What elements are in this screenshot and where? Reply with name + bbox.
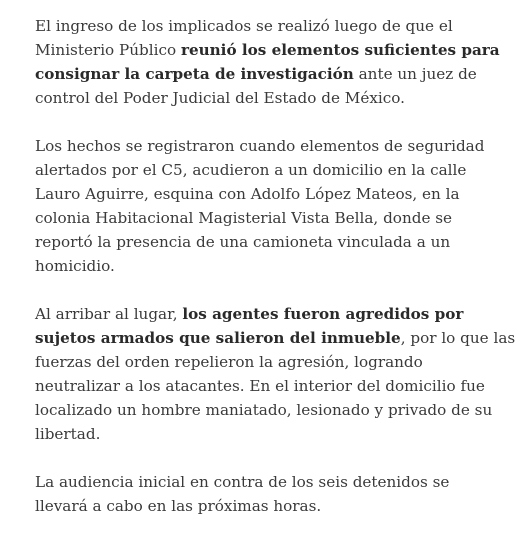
text-run: llevará a cabo en las próximas horas. xyxy=(35,497,322,515)
bold-text-run: reunió los elementos suficientes para xyxy=(180,41,500,59)
text-run: libertad. xyxy=(35,425,101,443)
text-run: neutralizar a los atacantes. En el interior del domicilio fue xyxy=(35,377,485,395)
article-paragraph xyxy=(35,14,500,110)
text-run: El ingreso de los implicados se realizó luego de que el xyxy=(35,17,453,35)
paragraph-line xyxy=(35,158,467,182)
paragraph-line xyxy=(35,470,455,494)
text-run: Los hechos se registraron cuando elementos de seguridad xyxy=(35,137,485,155)
text-run: control del Poder Judicial del Estado de México. xyxy=(35,89,405,107)
paragraph-line xyxy=(35,398,493,422)
paragraph-line xyxy=(35,62,477,86)
text-run: homicidio. xyxy=(35,257,115,275)
paragraph-line xyxy=(35,422,455,446)
article-body xyxy=(35,14,515,542)
text-run: La audiencia inicial en contra de los seis detenidos se xyxy=(35,473,450,491)
article-paragraph xyxy=(35,470,455,518)
article-paragraph xyxy=(35,134,485,278)
text-run: Ministerio Público xyxy=(35,41,181,59)
text-run: reportó la presencia de una camioneta vinculada a un xyxy=(35,233,451,251)
bold-text-run: sujetos armados que salieron del inmueble xyxy=(35,329,401,347)
text-run: ante un juez de xyxy=(353,65,477,83)
paragraph-line xyxy=(35,134,485,158)
text-run: , por lo que las xyxy=(400,329,515,347)
paragraph-line xyxy=(35,38,500,62)
paragraph-line xyxy=(35,86,455,110)
text-run: Lauro Aguirre, esquina con Adolfo López Mateos, en la xyxy=(35,185,460,203)
paragraph-line xyxy=(35,254,455,278)
paragraph-line xyxy=(35,182,460,206)
paragraph-line xyxy=(35,494,455,518)
paragraph-line xyxy=(35,206,455,230)
text-run: colonia Habitacional Magisterial Vista Bella, donde se xyxy=(35,209,453,227)
bold-text-run: los agentes fueron agredidos por xyxy=(182,305,464,323)
paragraph-line xyxy=(35,326,515,350)
paragraph-line xyxy=(35,350,455,374)
paragraph-line xyxy=(35,230,455,254)
paragraph-line xyxy=(35,302,464,326)
text-run: alertados por el C5, acudieron a un domicilio en la calle xyxy=(35,161,467,179)
text-run: Al arribar al lugar, xyxy=(35,305,183,323)
paragraph-line xyxy=(35,374,485,398)
text-run: localizado un hombre maniatado, lesionado y privado de su xyxy=(35,401,493,419)
text-run: fuerzas del orden repelieron la agresión, logrando xyxy=(35,353,423,371)
bold-text-run: consignar la carpeta de investigación xyxy=(35,65,354,83)
article-paragraph xyxy=(35,302,515,446)
paragraph-line xyxy=(35,14,455,38)
